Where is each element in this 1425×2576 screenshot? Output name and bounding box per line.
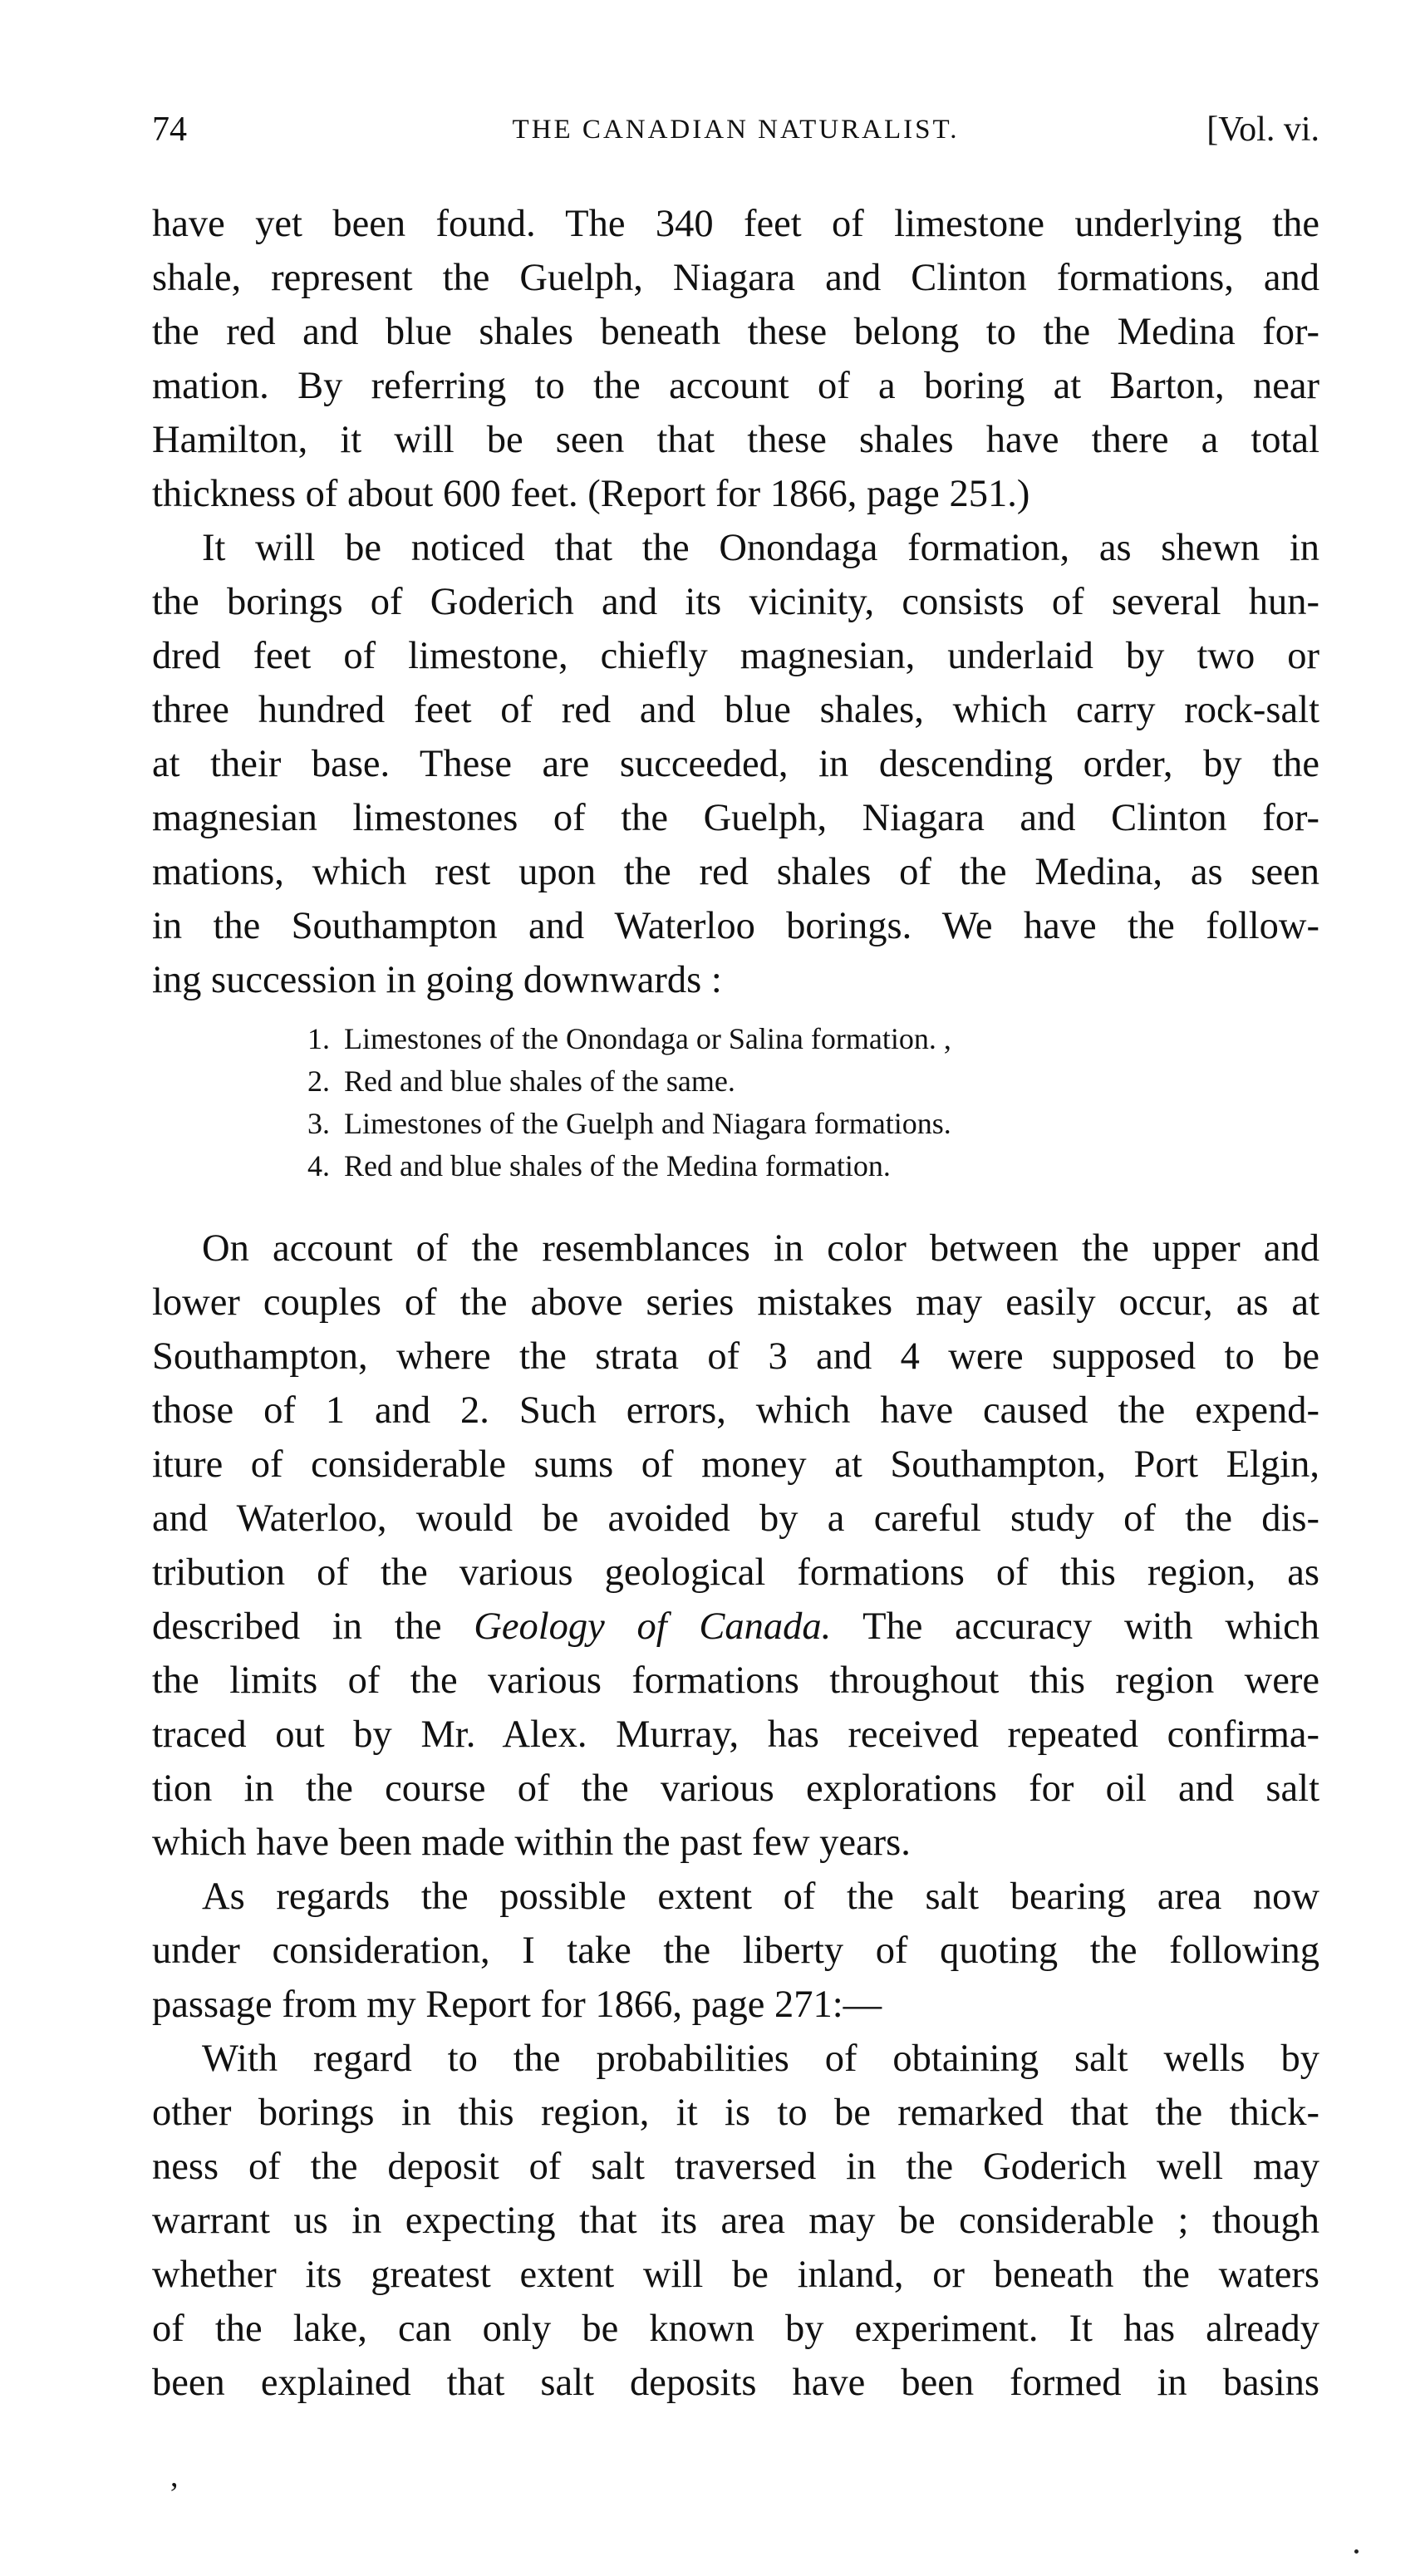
- text-line: magnesian limestones of the Guelph, Niagara and Clinton for-: [152, 797, 1319, 839]
- text-line: have yet been found. The 340 feet of limestone underlying the: [152, 203, 1319, 245]
- text-line: at their base. These are succeeded, in descending order, by the: [152, 743, 1319, 785]
- text-fragment: described in the: [152, 1605, 442, 1648]
- text-line: the borings of Goderich and its vicinity, consists of several hun-: [152, 581, 1319, 623]
- paragraph-block-top: [152, 197, 1319, 1007]
- text-line: passage from my Report for 1866, page 271:—: [152, 1984, 882, 2026]
- text-line: which have been made within the past few years.: [152, 1821, 911, 1864]
- text-line: shale, represent the Guelph, Niagara and Clinton formations, and: [152, 257, 1319, 299]
- list-item-number: 2.: [307, 1064, 330, 1098]
- list-item-text: Red and blue shales of the same.: [344, 1064, 735, 1098]
- text-line: been explained that salt deposits have been formed in basins: [152, 2362, 1319, 2404]
- text-line: traced out by Mr. Alex. Murray, has received repeated confirma-: [152, 1713, 1319, 1756]
- text-line: thickness of about 600 feet. (Report for 1866, page 251.): [152, 473, 1030, 515]
- running-header: [152, 106, 1319, 156]
- text-line: under consideration, I take the liberty of quoting the following: [152, 1930, 1319, 1972]
- text-line: ness of the deposit of salt traversed in the Goderich well may: [152, 2146, 1319, 2188]
- list-item-number: 3.: [307, 1107, 330, 1140]
- text-line: those of 1 and 2. Such errors, which have caused the expend-: [152, 1389, 1319, 1432]
- text-line: warrant us in expecting that its area may be considerable ; though: [152, 2200, 1319, 2242]
- text-line: mations, which rest upon the red shales of the Medina, as seen: [152, 851, 1319, 893]
- list-item-text: Red and blue shales of the Medina formation.: [344, 1149, 891, 1182]
- text-line: tribution of the various geological formations of this region, as: [152, 1551, 1319, 1594]
- text-line: in the Southampton and Waterloo borings. We have the follow-: [152, 905, 1319, 947]
- page-number: 74: [152, 111, 187, 149]
- text-line: the limits of the various formations throughout this region were: [152, 1659, 1319, 1702]
- book-title-italic: Geology of Canada.: [474, 1605, 832, 1648]
- list-item: [307, 1103, 1305, 1145]
- list-item: [307, 1018, 1305, 1060]
- text-line: dred feet of limestone, chiefly magnesian, underlaid by two or: [152, 635, 1319, 677]
- text-line: iture of considerable sums of money at Southampton, Port Elgin,: [152, 1443, 1319, 1486]
- text-line: On account of the resemblances in color between the upper and: [202, 1227, 1319, 1270]
- text-line: tion in the course of the various explorations for oil and salt: [152, 1767, 1319, 1810]
- text-line: whether its greatest extent will be inland, or beneath the waters: [152, 2254, 1319, 2296]
- running-title: THE CANADIAN NATURALIST.: [512, 115, 960, 145]
- text-line: As regards the possible extent of the salt bearing area now: [202, 1875, 1319, 1918]
- paragraph-block-bottom: [152, 1222, 1319, 2410]
- text-line: the red and blue shales beneath these belong to the Medina for-: [152, 311, 1319, 353]
- ink-dot: [1354, 2549, 1359, 2554]
- text-line: With regard to the probabilities of obtaining salt wells by: [202, 2038, 1319, 2080]
- text-line: other borings in this region, it is to be remarked that the thick-: [152, 2092, 1319, 2134]
- volume-label: [Vol. vi.: [1206, 111, 1319, 149]
- text-line: mation. By referring to the account of a boring at Barton, near: [152, 365, 1319, 407]
- text-line: It will be noticed that the Onondaga formation, as shewn in: [202, 527, 1319, 569]
- list-item-text: Limestones of the Onondaga or Salina formation. ,: [344, 1022, 951, 1055]
- text-line: Southampton, where the strata of 3 and 4 were supposed to be: [152, 1335, 1319, 1378]
- text-line: and Waterloo, would be avoided by a careful study of the dis-: [152, 1497, 1319, 1540]
- text-line: three hundred feet of red and blue shales, which carry rock-salt: [152, 689, 1319, 731]
- text-line: [152, 1600, 1319, 1654]
- text-line: of the lake, can only be known by experiment. It has already: [152, 2308, 1319, 2350]
- list-item-number: 4.: [307, 1149, 330, 1182]
- list-item-text: Limestones of the Guelph and Niagara formations.: [344, 1107, 951, 1140]
- succession-list: [307, 1018, 1305, 1187]
- list-item: [307, 1060, 1305, 1103]
- text-fragment: The accuracy with which: [862, 1605, 1320, 1648]
- list-item-number: 1.: [307, 1022, 330, 1055]
- text-line: Hamilton, it will be seen that these shales have there a total: [152, 419, 1319, 461]
- text-line: ing succession in going downwards :: [152, 959, 722, 1001]
- text-line: lower couples of the above series mistakes may easily occur, as at: [152, 1281, 1319, 1324]
- list-item: [307, 1145, 1305, 1187]
- stray-mark: ,: [170, 2459, 179, 2494]
